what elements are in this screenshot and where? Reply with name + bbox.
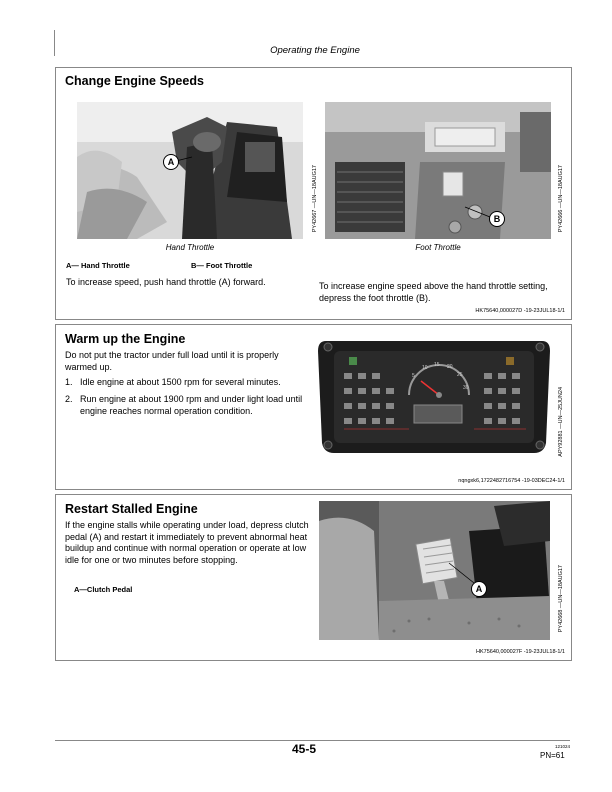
gauge-tick: 15: [434, 362, 440, 368]
caption-foot-throttle: Foot Throttle: [415, 243, 461, 252]
section-warm-up-engine: [55, 324, 572, 490]
pn-number: PN=61: [540, 751, 565, 760]
callout-a-circle: A: [471, 581, 487, 597]
section-title: Restart Stalled Engine: [65, 502, 198, 516]
section-restart-stalled-engine: [55, 494, 572, 661]
instrument-cluster-illustration: [314, 333, 554, 458]
warmup-intro: Do not put the tractor under full load until it is properly warmed up.: [65, 350, 279, 372]
footer-rule: [55, 740, 570, 741]
reference-code: HK75640,000027D -19-23JUL18-1/1: [475, 308, 565, 314]
photo-id-left: PY42667 —UN—18AUG17: [312, 165, 318, 233]
legend-hand-throttle: A— Hand Throttle: [66, 261, 130, 270]
caption-hand-throttle: Hand Throttle: [165, 243, 215, 252]
photo-id-right: PY42666 —UN—18AUG17: [558, 165, 564, 233]
callout-a-circle: A: [163, 154, 179, 170]
legend-foot-throttle: B— Foot Throttle: [191, 261, 253, 270]
foot-throttle-photo: [325, 102, 551, 239]
hand-throttle-photo: [77, 102, 303, 239]
list-item: 1. Idle engine at about 1500 rpm for several minutes.: [65, 377, 281, 387]
clutch-pedal-photo: [319, 501, 550, 640]
reference-code: nqngxk6,1722482716754 -19-03DEC24-1/1: [458, 478, 565, 484]
restart-instructions: If the engine stalls while operating under load, depress clutch pedal (A) and restart it immediately to prevent abnormal heat buildup and continue with normal operation or operate at low idle for one or two minutes before stopping.: [65, 520, 309, 565]
text-foot-throttle: To increase engine speed above the hand throttle setting, depress the foot throttle (B).: [319, 281, 548, 303]
gauge-tick: 30: [463, 385, 469, 391]
illustration-id: APY92881 —UN—25JUN24: [558, 387, 564, 457]
gauge-tick: 5: [412, 373, 415, 379]
section-title: Warm up the Engine: [65, 332, 186, 346]
section-change-engine-speeds: [55, 67, 572, 320]
gauge-tick: 20: [447, 364, 453, 370]
list-item: 2. Run engine at about 1900 rpm and under light load until engine reaches normal operation condition.: [65, 394, 303, 416]
callout-b-circle: B: [489, 211, 505, 227]
section-title: Change Engine Speeds: [65, 74, 204, 88]
text-hand-throttle: To increase speed, push hand throttle (A) forward.: [66, 277, 266, 287]
gauge-tick: 25: [457, 372, 463, 378]
page-header: Operating the Engine: [270, 45, 360, 56]
gauge-tick: 10: [422, 365, 428, 371]
photo-id: PY42668 —UN—18AUG17: [558, 565, 564, 633]
page-number: 45-5: [292, 742, 317, 756]
legend-clutch-pedal: A—Clutch Pedal: [74, 585, 133, 594]
reference-code: HK75640,000027F -19-23JUL18-1/1: [476, 649, 565, 655]
revision-code: 121024: [555, 744, 571, 749]
